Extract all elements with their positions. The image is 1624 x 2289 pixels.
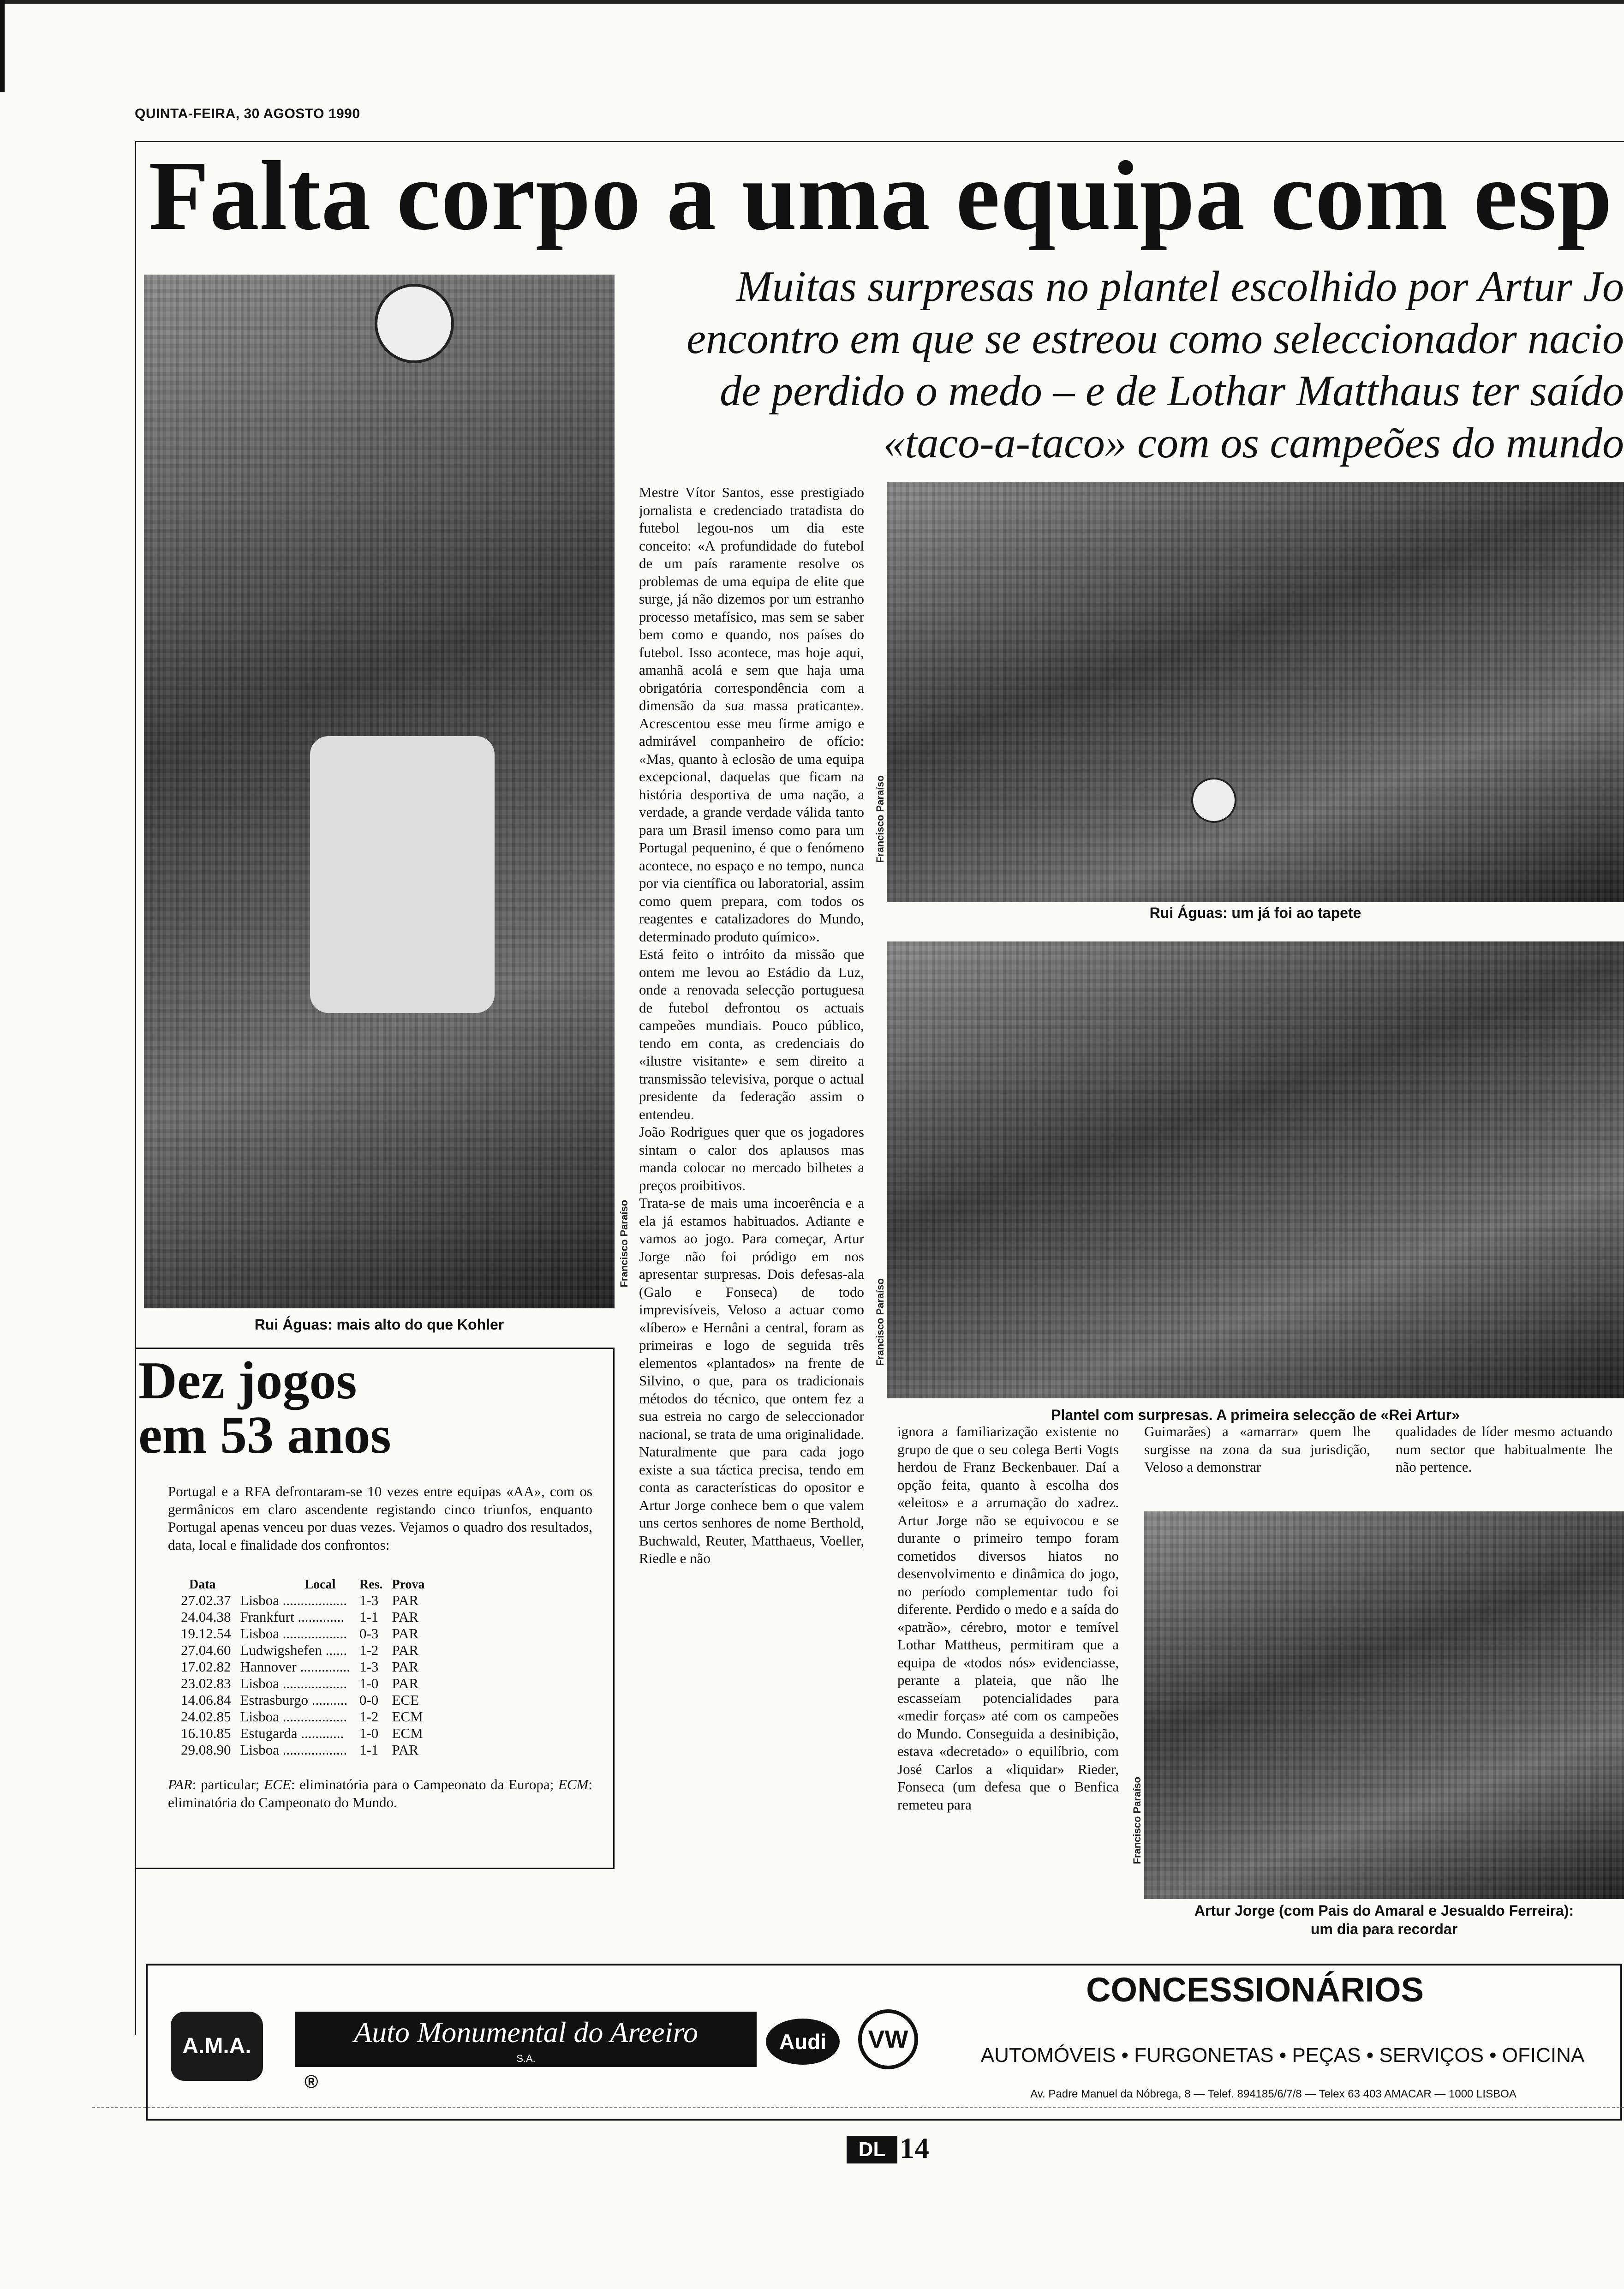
cell-date: 24.02.85 xyxy=(181,1708,231,1725)
cell-prova: PAR xyxy=(392,1609,418,1625)
cell-res: 1-2 xyxy=(359,1642,379,1658)
table-row xyxy=(176,1592,430,1609)
cell-local: Ludwigshefen ...... xyxy=(240,1642,347,1658)
legend-ece-text: : eliminatória para o Campeonato da Europa; xyxy=(291,1776,558,1792)
ball-shape-2 xyxy=(1191,778,1236,823)
date-line: QUINTA-FEIRA, 30 AGOSTO 1990 xyxy=(135,106,360,121)
cell-date: 23.02.83 xyxy=(181,1675,231,1691)
cell-res: 1-0 xyxy=(359,1725,379,1741)
cell-local: Lisboa .................. xyxy=(240,1708,347,1725)
legend-ecm-abbr: ECM xyxy=(558,1776,589,1792)
photo-2-caption: Rui Águas: um já foi ao tapete xyxy=(1149,905,1361,921)
player-shirt-shape xyxy=(310,736,495,1013)
photo-4-caption: Artur Jorge (com Pais do Amaral e Jesualdo Ferreira): um dia para recordar xyxy=(1194,1902,1574,1937)
photo-4 xyxy=(1144,1511,1624,1899)
photo-3-caption: Plantel com surpresas. A primeira selecção de «Rei Artur» xyxy=(1051,1407,1460,1423)
cell-local: Frankfurt ............. xyxy=(240,1609,345,1625)
brand-banner xyxy=(295,2012,757,2067)
cell-local: Estugarda ............ xyxy=(240,1725,344,1741)
table-header-res: Res. xyxy=(359,1577,383,1592)
table-row xyxy=(176,1659,430,1675)
cell-date: 29.08.90 xyxy=(181,1742,231,1758)
footer-dash-line xyxy=(92,2107,1624,2108)
cell-date: 17.02.82 xyxy=(181,1659,231,1675)
vw-logo: VW xyxy=(858,2009,918,2069)
main-photo xyxy=(144,275,615,1308)
table-row xyxy=(176,1625,430,1642)
cell-date: 27.02.37 xyxy=(181,1592,231,1608)
registered-mark: ® xyxy=(304,2072,318,2092)
subhead: Muitas surpresas no plantel escolhido por Artur Jo encontro em que se estreou como seleccionador nacio de perdido o medo – e de Lothar Matthaus ter saído «taco-a-taco» com os campeões do mundo xyxy=(687,263,1624,467)
page-number: 14 xyxy=(900,2132,929,2164)
table-header-data: Data xyxy=(189,1577,216,1592)
audi-logo: Audi xyxy=(766,2019,840,2065)
cell-prova: PAR xyxy=(392,1625,418,1642)
results-table xyxy=(176,1577,430,1758)
photo-3-credit: Francisco Paraíso xyxy=(874,1278,886,1366)
article-column-3: Guimarães) a «amarrar» quem lhe surgisse na zona da sua jurisdição, Veloso a demonstrar xyxy=(1144,1423,1370,1475)
photo-3 xyxy=(887,941,1624,1398)
brand-name: Auto Monumental do Areeiro xyxy=(354,2016,698,2049)
cell-prova: PAR xyxy=(392,1642,418,1658)
photo-4-credit: Francisco Paraíso xyxy=(1131,1777,1143,1864)
cell-res: 1-1 xyxy=(359,1742,379,1758)
cell-prova: ECM xyxy=(392,1725,423,1741)
cell-local: Lisboa .................. xyxy=(240,1675,347,1691)
legend-par-text: : particular; xyxy=(192,1776,264,1792)
table-row xyxy=(176,1692,430,1708)
table-row xyxy=(176,1642,430,1659)
cell-res: 0-3 xyxy=(359,1625,379,1642)
headline: Falta corpo a uma equipa com esp xyxy=(149,140,1613,251)
sidebar-intro: Portugal e a RFA defrontaram-se 10 vezes entre equipas «AA», com os germânicos em claro ascendente registando cinco triunfos, enquanto Portugal apenas venceu por duas vezes. Vejamos o quadro dos resultados, data, local e finalidade dos confrontos: xyxy=(168,1483,592,1553)
table-row xyxy=(176,1725,430,1742)
cell-res: 1-3 xyxy=(359,1592,379,1608)
sidebar-title: Dez jogos em 53 anos xyxy=(138,1351,391,1465)
cell-prova: PAR xyxy=(392,1592,418,1608)
table-header-local: Local xyxy=(304,1577,336,1592)
main-photo-caption: Rui Águas: mais alto do que Kohler xyxy=(254,1316,504,1333)
article-column-4: qualidades de líder mesmo actuando num sector que habitualmente lhe não pertence. xyxy=(1396,1423,1612,1475)
ama-badge: A.M.A. xyxy=(171,2012,263,2081)
sidebar-box xyxy=(135,1348,615,1869)
ad-address: Av. Padre Manuel da Nóbrega, 8 — Telef. 894185/6/7/8 — Telex 63 403 AMACAR — 1000 LISBOA xyxy=(1030,2088,1517,2100)
cell-date: 16.10.85 xyxy=(181,1725,231,1741)
cell-local: Estrasburgo .......... xyxy=(240,1692,348,1708)
left-edge-rule xyxy=(0,0,5,92)
table-row xyxy=(176,1609,430,1625)
main-photo-credit: Francisco Paraíso xyxy=(618,1200,630,1288)
dealer-ad xyxy=(146,1964,1622,2121)
legend-par-abbr: PAR xyxy=(168,1776,192,1792)
brand-suffix: S.A. xyxy=(516,2053,536,2064)
article-column-1: Mestre Vítor Santos, esse prestigiado jornalista e credenciado tratadista do futebol legou-nos um dia este conceito: «A profundidade do futebol de um país raramente resolve os problemas de uma equipa de elite que surge, já não dizemos por um estranho processo metafísico, mas sem se saber bem como e quando, nos países do futebol. Isso acontece, mas hoje aqui, amanhã acolá e sem que haja uma obrigatória correspondência com a dimensão da sua massa praticante». Acrescentou esse meu firme amigo e admirável companheiro de ofício: «Mas, quanto à eclosão de uma equipa excepcional, daquelas que ficam na história desportiva de uma nação, a verdade, a grande verdade válida tanto para um Brasil imenso como para um Portugal pequenino, é que o fenómeno acontece, no espaço e no tempo, nunca por via científica ou laboratorial, assim como quem prepara, com todos os reagentes e catalizadores do Mundo, determinado produto químico». Está feito o intróito da missão que ontem me levou ao Estádio da Luz, onde a renovada selecção portuguesa de futebol defrontou os actuais campeões mundiais. Pouco público, tendo em conta, as credenciais do «ilustre visitante» e sem direito a transmissão televisiva, porque o actual presidente da federação assim o entendeu. João Rodrigues quer que os jogadores sintam o calor dos aplausos mas manda colocar no mercado bilhetes a preços proibitivos. Trata-se de mais uma incoerência e a ela já estamos habituados. Adiante e vamos ao jogo. Para começar, Artur Jorge não foi pródigo em nos apresentar surpresas. Dois defesas-ala (Galo e Fonseca) de todo imprevisíveis, Veloso a actuar como «líbero» e Hernâni a central, foram as primeiras e logo de seguida três elementos «plantados» na frente de Silvino, o que, para os tradicionais métodos do técnico, que ontem fez a sua estreia no cargo de seleccionador nacional, se trata de uma originalidade. Naturalmente que para cada jogo existe a sua táctica precisa, tendo em conta as características do opositor e Artur Jorge conhece bem o que valem uns certos senhores de nome Berthold, Buchwald, Reuter, Matthaeus, Voeller, Riedle e não xyxy=(639,484,864,1566)
cell-local: Lisboa .................. xyxy=(240,1742,347,1758)
cell-local: Lisboa .................. xyxy=(240,1592,347,1608)
table-row xyxy=(176,1708,430,1725)
cell-res: 1-1 xyxy=(359,1609,379,1625)
cell-prova: PAR xyxy=(392,1675,418,1691)
cell-local: Lisboa .................. xyxy=(240,1625,347,1642)
table-header-prova: Prova xyxy=(392,1577,425,1592)
top-rule xyxy=(0,0,1624,4)
ball-shape xyxy=(375,284,454,363)
photo-2-credit: Francisco Paraíso xyxy=(874,775,886,863)
cell-prova: ECM xyxy=(392,1708,423,1725)
legend-ece-abbr: ECE xyxy=(264,1776,291,1792)
table-row xyxy=(176,1742,430,1758)
cell-date: 19.12.54 xyxy=(181,1625,231,1642)
legend-ecm-text: : eliminatória do Campeonato do Mundo. xyxy=(168,1776,592,1810)
cell-prova: PAR xyxy=(392,1742,418,1758)
footer-logo: DL xyxy=(847,2136,897,2163)
cell-res: 1-3 xyxy=(359,1659,379,1675)
photo-2 xyxy=(887,482,1624,902)
cell-res: 1-0 xyxy=(359,1675,379,1691)
article-column-2: ignora a familiarização existente no grupo de que o seu colega Berti Vogts herdou de Franz Beckenbauer. Daí a opção feita, quanto à escolha dos «eleitos» e a arrumação do xadrez. Artur Jorge não se equivocou e se durante o primeiro tempo foram cometidos diversos hiatos no desenvolvimento e dinâmica do jogo, no período complementar tudo foi diferente. Perdido o medo e a saída do «patrão», cérebro, motor e temível Lothar Mattheus, permitiram que a equipa de «todos nós» evidenciasse, perante a plateia, que não lhe escasseiam potencialidades para «medir forças» até com os campeões do Mundo. Conseguida a desinibição, estava «decretado» o equilíbrio, com José Carlos a «liquidar» Rieder, Fonseca (um defesa que o Benfica remeteu para xyxy=(897,1423,1119,1813)
sidebar-legend xyxy=(168,1776,592,1811)
cell-prova: PAR xyxy=(392,1659,418,1675)
cell-res: 0-0 xyxy=(359,1692,379,1708)
cell-date: 14.06.84 xyxy=(181,1692,231,1708)
cell-date: 24.04.38 xyxy=(181,1609,231,1625)
cell-prova: ECE xyxy=(392,1692,419,1708)
ad-services: AUTOMÓVEIS • FURGONETAS • PEÇAS • SERVIÇOS • OFICINA xyxy=(980,2044,1585,2067)
table-row xyxy=(176,1675,430,1692)
cell-res: 1-2 xyxy=(359,1708,379,1725)
cell-local: Hannover .............. xyxy=(240,1659,350,1675)
ad-heading: CONCESSIONÁRIOS xyxy=(1086,1971,1424,2009)
cell-date: 27.04.60 xyxy=(181,1642,231,1658)
